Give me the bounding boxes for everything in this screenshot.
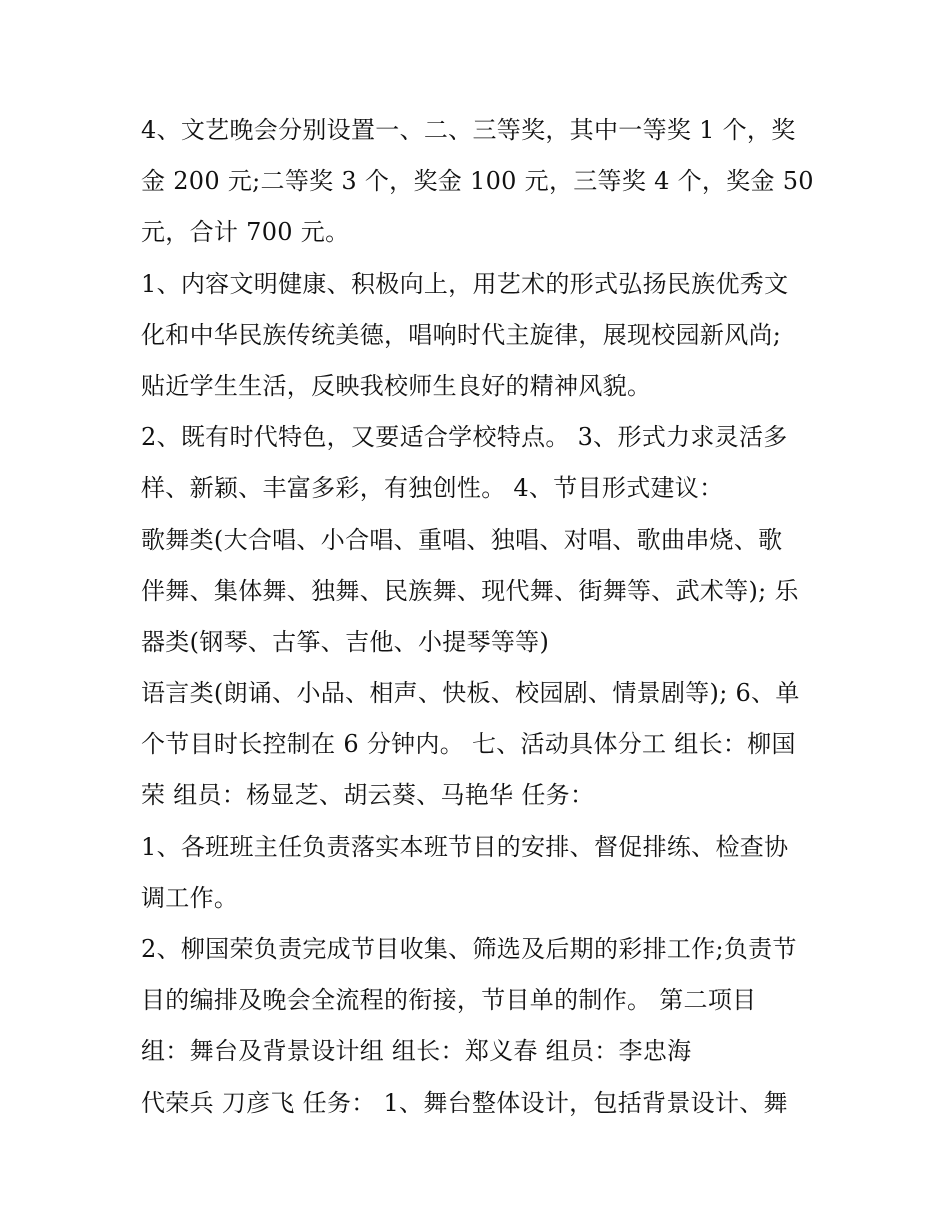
text-line: 组：舞台及背景设计组 组长：郑义春 组员：李忠海 [141,1037,692,1066]
text-line: 元，合计 700 元。 [141,218,350,247]
text-line: 1、内容文明健康、积极向上，用艺术的形式弘扬民族优秀文 [141,269,789,298]
text-line: 语言类(朗诵、小品、相声、快板、校园剧、情景剧等); 6、单 [141,679,800,708]
text-line: 化和中华民族传统美德，唱响时代主旋律，展现校园新风尚; [141,320,782,349]
text-line: 4、文艺晚会分别设置一、二、三等奖，其中一等奖 1 个，奖 [141,116,796,144]
text-line: 目的编排及晚会全流程的衔接，节目单的制作。 第二项目 [141,986,757,1015]
text-line: 样、新颖、丰富多彩，有独创性。 4、节目形式建议： [141,474,724,503]
text-line: 歌舞类(大合唱、小合唱、重唱、独唱、对唱、歌曲串烧、歌 [141,525,783,554]
text-line: 代荣兵 刀彦飞 任务： 1、舞台整体设计，包括背景设计、舞 [141,1088,788,1117]
text-line: 金 200 元;二等奖 3 个，奖金 100 元，三等奖 4 个，奖金 50 [141,167,814,196]
text-line: 2、既有时代特色，又要适合学校特点。 3、形式力求灵活多 [141,423,788,452]
text-line: 伴舞、集体舞、独舞、民族舞、现代舞、街舞等、武术等); 乐 [141,576,799,605]
text-line: 个节目时长控制在 6 分钟内。 七、活动具体分工 组长：柳国 [141,730,796,759]
text-line: 器类(钢琴、古筝、吉他、小提琴等等) [141,627,550,656]
text-line: 荣 组员：杨显芝、胡云葵、马艳华 任务： [141,781,595,810]
text-line: 2、柳国荣负责完成节目收集、筛选及后期的彩排工作;负责节 [141,935,797,963]
text-line: 1、各班班主任负责落实本班节目的安排、督促排练、检查协 [141,832,789,861]
text-line: 贴近学生生活，反映我校师生良好的精神风貌。 [141,371,652,400]
body-text [141,110,821,1134]
text-line: 调工作。 [141,883,239,912]
